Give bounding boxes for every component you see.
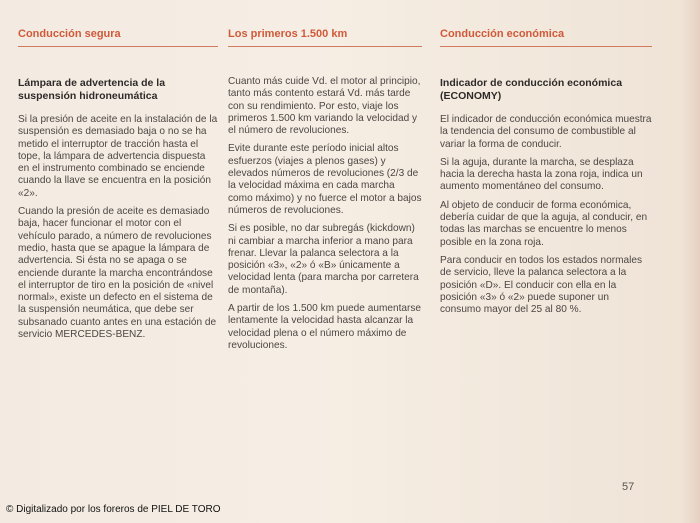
page-number: 57 [622,481,635,493]
paragraph: Para conducir en todos los estados normales de servicio, lleve la palanca selectora a la posición «D». El conducir con ella en la posición «3» ó «2» puede suponer un consumo mayor del 25 al 80 %. [440,254,642,316]
column-economic-driving [440,28,652,322]
section-heading: Lámpara de advertencia de la suspensión hidroneumática [18,77,166,102]
paragraph: A partir de los 1.500 km puede aumentarse lentamente la velocidad hasta alcanzar la velocidad plena o el número máximo de revoluciones. [228,303,422,351]
scan-credit: © Digitalizado por los foreros de PIEL DE TORO [6,504,221,515]
paragraph: Evite durante este período inicial altos esfuerzos (viajes a plenos gases) y elevados números de revoluciones (2/3 de la velocidad máxima en cada marcha como máximo) y no fuerce el motor a bajos números de revoluciones. [228,143,422,216]
paragraph: Al objeto de conducir de forma económica, debería cuidar de que la aguja, al conducir, en todas las marchas se encuentre lo menos posible en la zona roja. [440,199,648,248]
paragraph: Si es posible, no dar subregás (kickdown) ni cambiar a marcha inferior a mano para frenar. Llevar la palanca selectora a la posición «3», «2» ó «B» únicamente a velocidad lenta (para marcha por carretera de montaña). [228,223,419,296]
column-header: Los primeros 1.500 km [228,28,422,47]
page-edge-shadow [682,0,700,523]
paragraph: Si la aguja, durante la marcha, se desplaza hacia la derecha hasta la zona roja, indica un aumento momentáneo del consumo. [440,156,643,193]
paragraph: El indicador de conducción económica muestra la tendencia del consumo de combustible al variar la forma de conducir. [440,114,652,150]
section-heading: Indicador de conducción económica (ECONOMY) [440,77,623,102]
column-body [228,76,422,352]
paragraph: Cuando la presión de aceite es demasiado baja, hacer funcionar el motor con el vehículo parado, a número de revoluciones medio, hasta que se apague la lámpara de advertencia. Si ésta no se apaga o se enciende durante la marcha encontrándose el interruptor de tiro en la posición de «nivel normal», existe un defecto en el sistema de la suspensión neumática, que debe ser subsanado cuanto antes en una estación de servicio MERCEDES-BENZ. [18,206,217,341]
column-header: Conducción económica [440,28,652,47]
column-header: Conducción segura [18,28,218,47]
column-body [18,77,218,341]
paragraph: Cuanto más cuide Vd. el motor al principio, tanto más contento estará Vd. más tarde con su rendimiento. Por esto, viaje los primeros 1.500 km variando la velocidad y el número de revoluciones. [228,76,421,137]
column-body [440,77,652,316]
column-safe-driving [18,28,218,347]
paragraph: Si la presión de aceite en la instalación de la suspensión es demasiado baja o no se ha metido el interruptor de tracción hasta el tope, la lámpara de advertencia dispuesta en el instrumento combinado se enciende cuando la llave se encuentra en la posición «2». [18,114,218,199]
column-first-1500-km [228,28,422,358]
